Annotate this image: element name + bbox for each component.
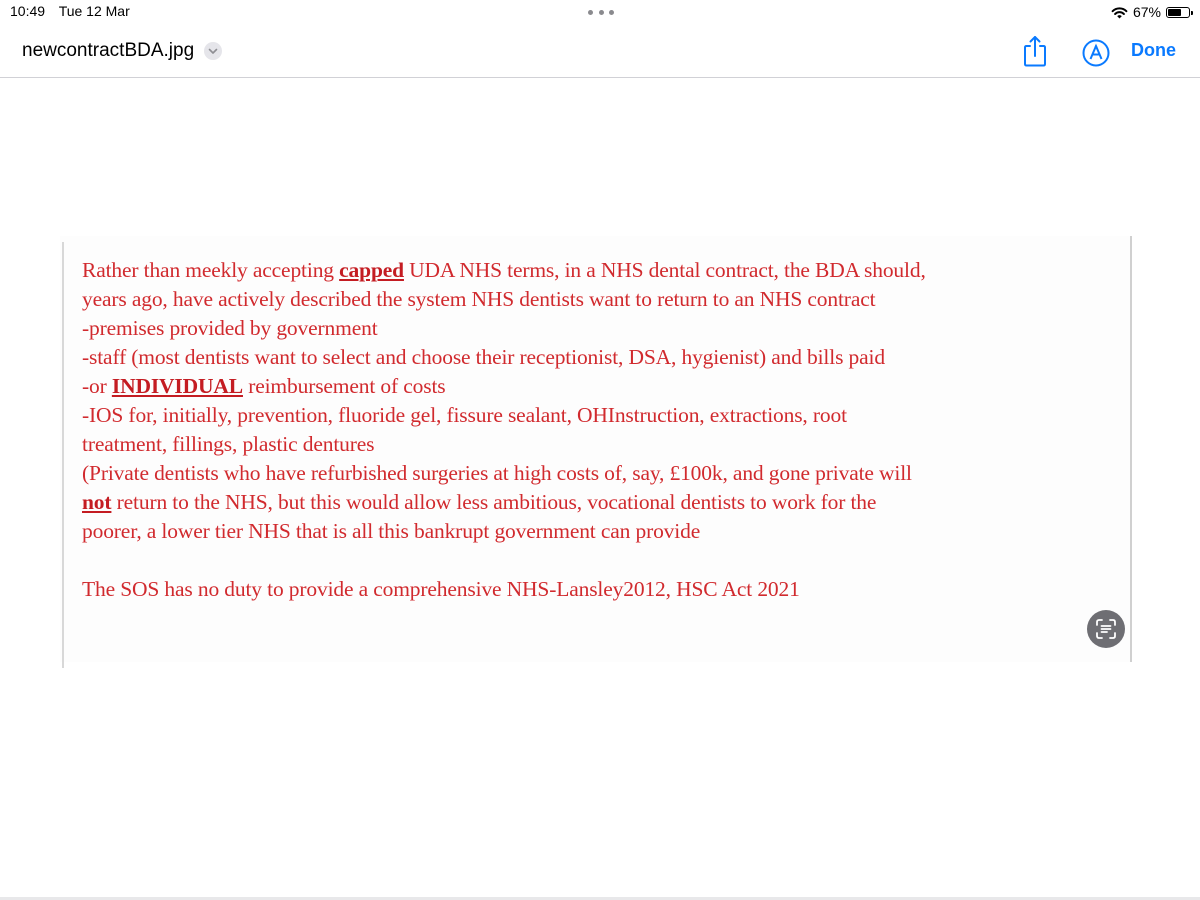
status-indicators [1111,2,1190,22]
emphasis-not: not [82,490,112,514]
text-line-9 [82,488,1122,517]
text-line-6: -IOS for, initially, prevention, fluoride gel, fissure sealant, OHInstruction, extractions, root [82,403,847,427]
document-image [60,236,1132,662]
battery-icon [1166,7,1190,18]
status-date: Tue 12 Mar [58,3,130,19]
live-text-button[interactable] [1087,610,1125,648]
text-segment: reimbursement of costs [242,374,446,398]
document-text [82,256,1122,604]
text-line-2: years ago, have actively described the system NHS dentists want to return to an NHS contract [82,287,876,311]
done-button[interactable]: Done [1131,40,1176,60]
text-line-11: The SOS has no duty to provide a comprehensive NHS-Lansley2012, HSC Act 2021 [82,577,800,601]
text-line-1 [82,256,1122,285]
battery-percent: 67% [1132,4,1161,20]
text-line-10: poorer, a lower tier NHS that is all this bankrupt government can provide [82,519,701,543]
battery-fill [1168,9,1181,16]
emphasis-capped: capped [339,258,404,282]
share-icon [1020,34,1050,68]
status-time: 10:49 [10,3,46,19]
status-bar [0,0,1200,26]
text-segment: -or [82,374,112,398]
text-segment: UDA NHS terms, in a NHS dental contract, the BDA should, [403,258,926,282]
live-text-icon [1094,617,1118,641]
wifi-icon [1111,6,1128,19]
nav-bar [0,26,1200,78]
image-edge-right [1130,236,1132,662]
text-segment: Rather than meekly accepting [82,258,340,282]
text-segment: return to the NHS, but this would allow less ambitious, vocational dentists to work for the [111,490,877,514]
emphasis-individual: INDIVIDUAL [111,374,243,398]
markup-icon [1081,38,1111,68]
image-edge-left [62,242,64,668]
markup-button[interactable] [1081,38,1111,68]
text-line-5 [82,372,1122,401]
share-button[interactable] [1020,34,1050,68]
text-line-3: -premises provided by government [82,316,378,340]
text-line-4: -staff (most dentists want to select and choose their receptionist, DSA, hygienist) and bills paid [82,345,885,369]
file-name: newcontractBDA.jpg [22,40,195,61]
file-title-menu[interactable] [22,40,222,62]
status-clock [10,3,130,19]
chevron-down-icon[interactable] [204,42,222,60]
more-dots-icon[interactable] [588,10,614,16]
image-viewer[interactable] [0,78,1200,900]
paragraph-gap [82,546,1122,575]
text-line-7: treatment, fillings, plastic dentures [82,432,375,456]
text-line-8: (Private dentists who have refurbished surgeries at high costs of, say, £100k, and gone private will [82,461,912,485]
